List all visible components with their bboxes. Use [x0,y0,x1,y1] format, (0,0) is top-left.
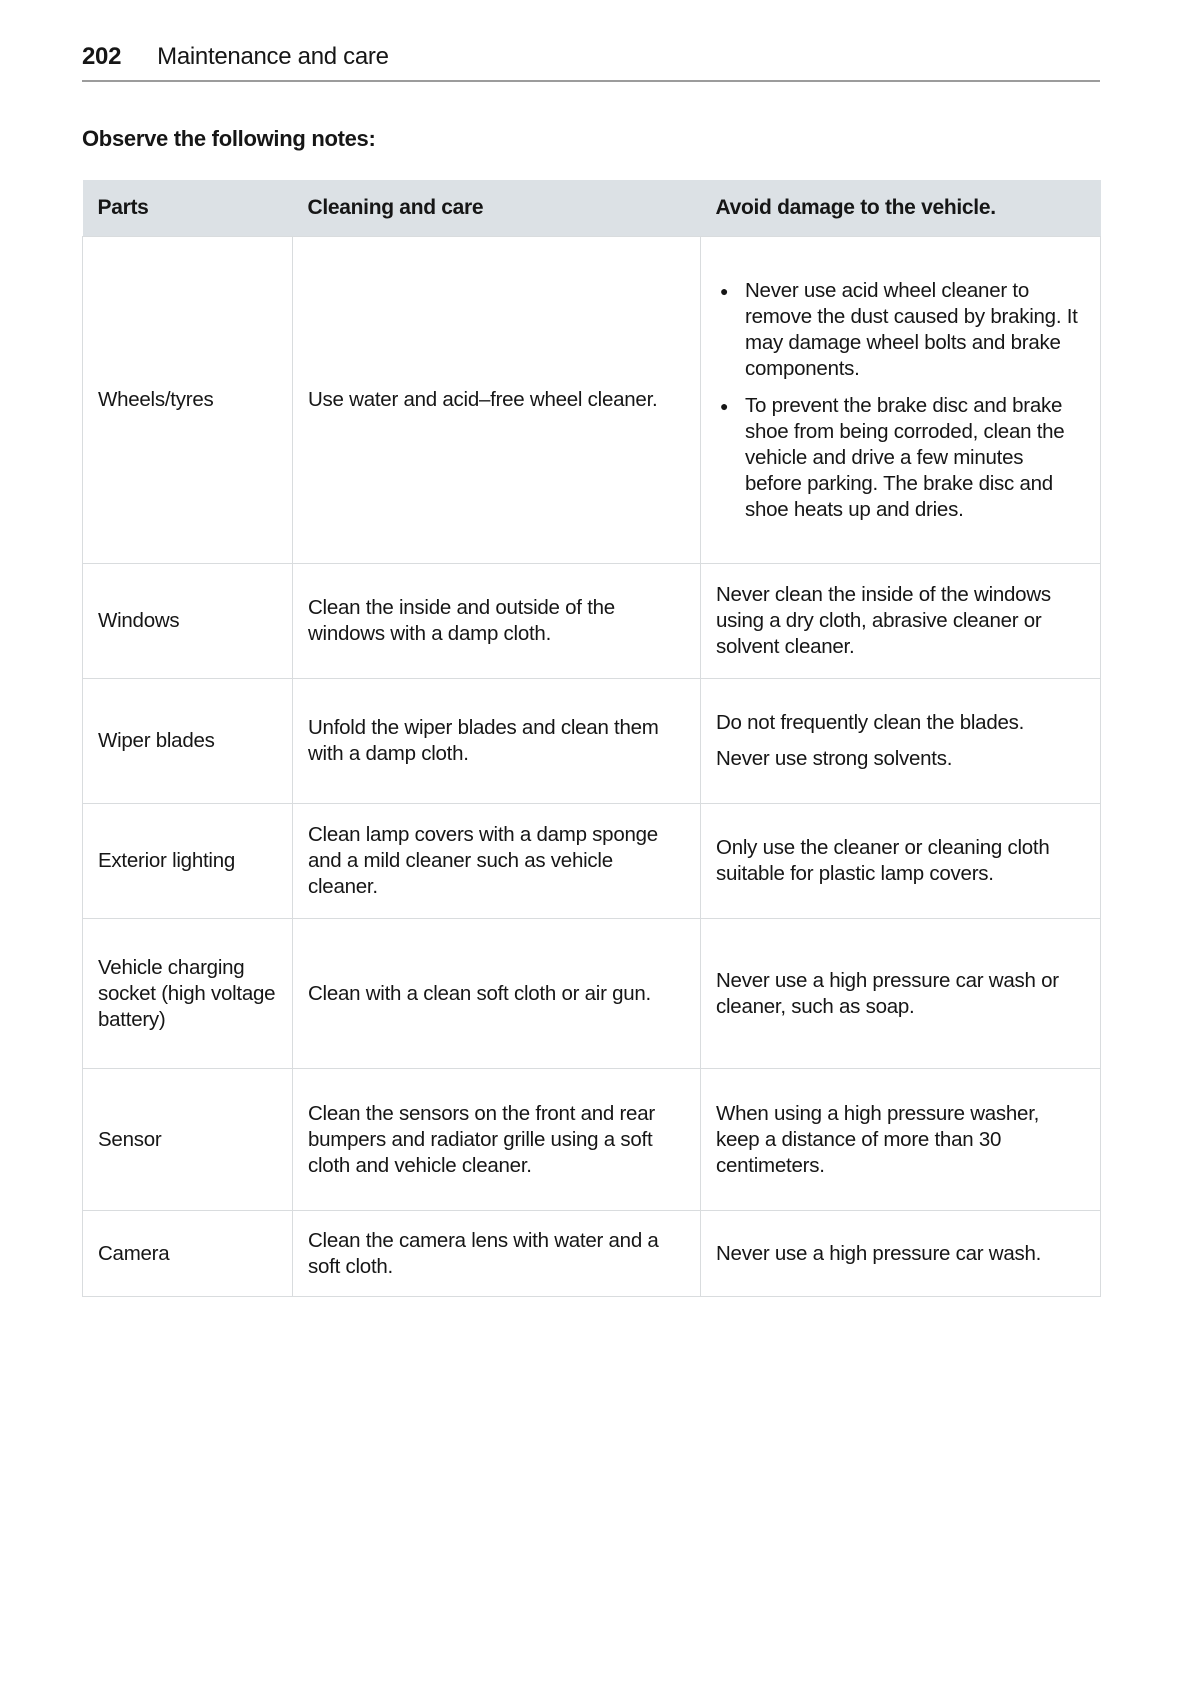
cleaning-cell [293,1211,701,1297]
cleaning-cell [293,237,701,564]
avoid-bullet-list [716,278,1085,523]
table-row-wiper-blades [83,679,1101,804]
cleaning-text: Clean the camera lens with water and a soft cloth. [308,1228,659,1278]
avoid-cell [701,919,1101,1069]
cleaning-cell [293,919,701,1069]
page-number: 202 [82,43,122,70]
table-row-charging-socket [83,919,1101,1069]
part-label: Sensor [98,1127,162,1151]
cleaning-cell [293,1069,701,1211]
manual-page [82,0,1100,1297]
page-header [82,0,1100,82]
part-cell [83,804,293,919]
cleaning-text: Clean lamp covers with a damp sponge and a mild cleaner such as vehicle cleaner. [308,823,658,898]
avoid-text: When using a high pressure washer, keep a distance of more than 30 centimeters. [716,1101,1040,1177]
part-cell [83,1211,293,1297]
bullet-icon: ● [720,397,729,414]
cleaning-cell [293,679,701,804]
part-label: Wiper blades [98,729,215,752]
cleaning-text: Clean the inside and outside of the windows with a damp cloth. [308,596,615,645]
column-header-cleaning: Cleaning and care [293,180,701,237]
table-row-camera [83,1211,1101,1297]
part-cell [83,564,293,679]
avoid-cell [701,679,1101,804]
table-row-wheels-tyres [83,237,1101,564]
cleaning-cell [293,804,701,919]
avoid-text: Never clean the inside of the windows using a dry cloth, abrasive cleaner or solvent cleaner. [716,583,1051,658]
avoid-cell [701,1069,1101,1211]
avoid-text: Only use the cleaner or cleaning cloth suitable for plastic lamp covers. [716,836,1050,885]
bullet-text: To prevent the brake disc and brake shoe from being corroded, clean the vehicle and drive a few minutes before parking. The brake disc and shoe heats up and dries. [745,393,1065,521]
part-cell [83,1069,293,1211]
avoid-cell [701,804,1101,919]
part-label: Wheels/tyres [98,388,214,411]
table-row-windows [83,564,1101,679]
cleaning-text: Use water and acid–free wheel cleaner. [308,388,658,411]
bullet-icon: ● [720,282,729,299]
part-label: Exterior lighting [98,849,236,872]
notes-table [82,180,1101,1297]
avoid-text: Never use strong solvents. [716,747,953,770]
column-header-parts: Parts [83,180,293,237]
avoid-text: Never use a high pressure car wash or cleaner, such as soap. [716,968,1059,1018]
part-cell [83,679,293,804]
chapter-title: Maintenance and care [157,43,389,70]
column-header-avoid: Avoid damage to the vehicle. [701,180,1101,237]
cleaning-text: Clean the sensors on the front and rear bumpers and radiator grille using a soft cloth and vehicle cleaner. [308,1101,655,1177]
bullet-text: Never use acid wheel cleaner to remove the dust caused by braking. It may damage wheel bolts and brake components. [745,278,1078,380]
part-label: Camera [98,1241,170,1265]
avoid-text: Never use a high pressure car wash. [716,1241,1042,1265]
part-label: Windows [98,609,180,632]
table-row-sensor [83,1069,1101,1211]
cleaning-text: Clean with a clean soft cloth or air gun. [308,981,651,1005]
intro-text: Observe the following notes: [82,126,376,151]
avoid-cell [701,564,1101,679]
part-cell [83,919,293,1069]
avoid-cell [701,237,1101,564]
avoid-cell [701,1211,1101,1297]
table-row-exterior-lighting [83,804,1101,919]
bullet-item [716,278,1085,382]
cleaning-cell [293,564,701,679]
cleaning-text: Unfold the wiper blades and clean them with a damp cloth. [308,716,659,765]
table-header-row [83,180,1101,237]
part-cell [83,237,293,564]
avoid-text: Do not frequently clean the blades. [716,711,1025,734]
part-label: Vehicle charging socket (high voltage battery) [98,955,276,1031]
bullet-item [716,393,1085,523]
